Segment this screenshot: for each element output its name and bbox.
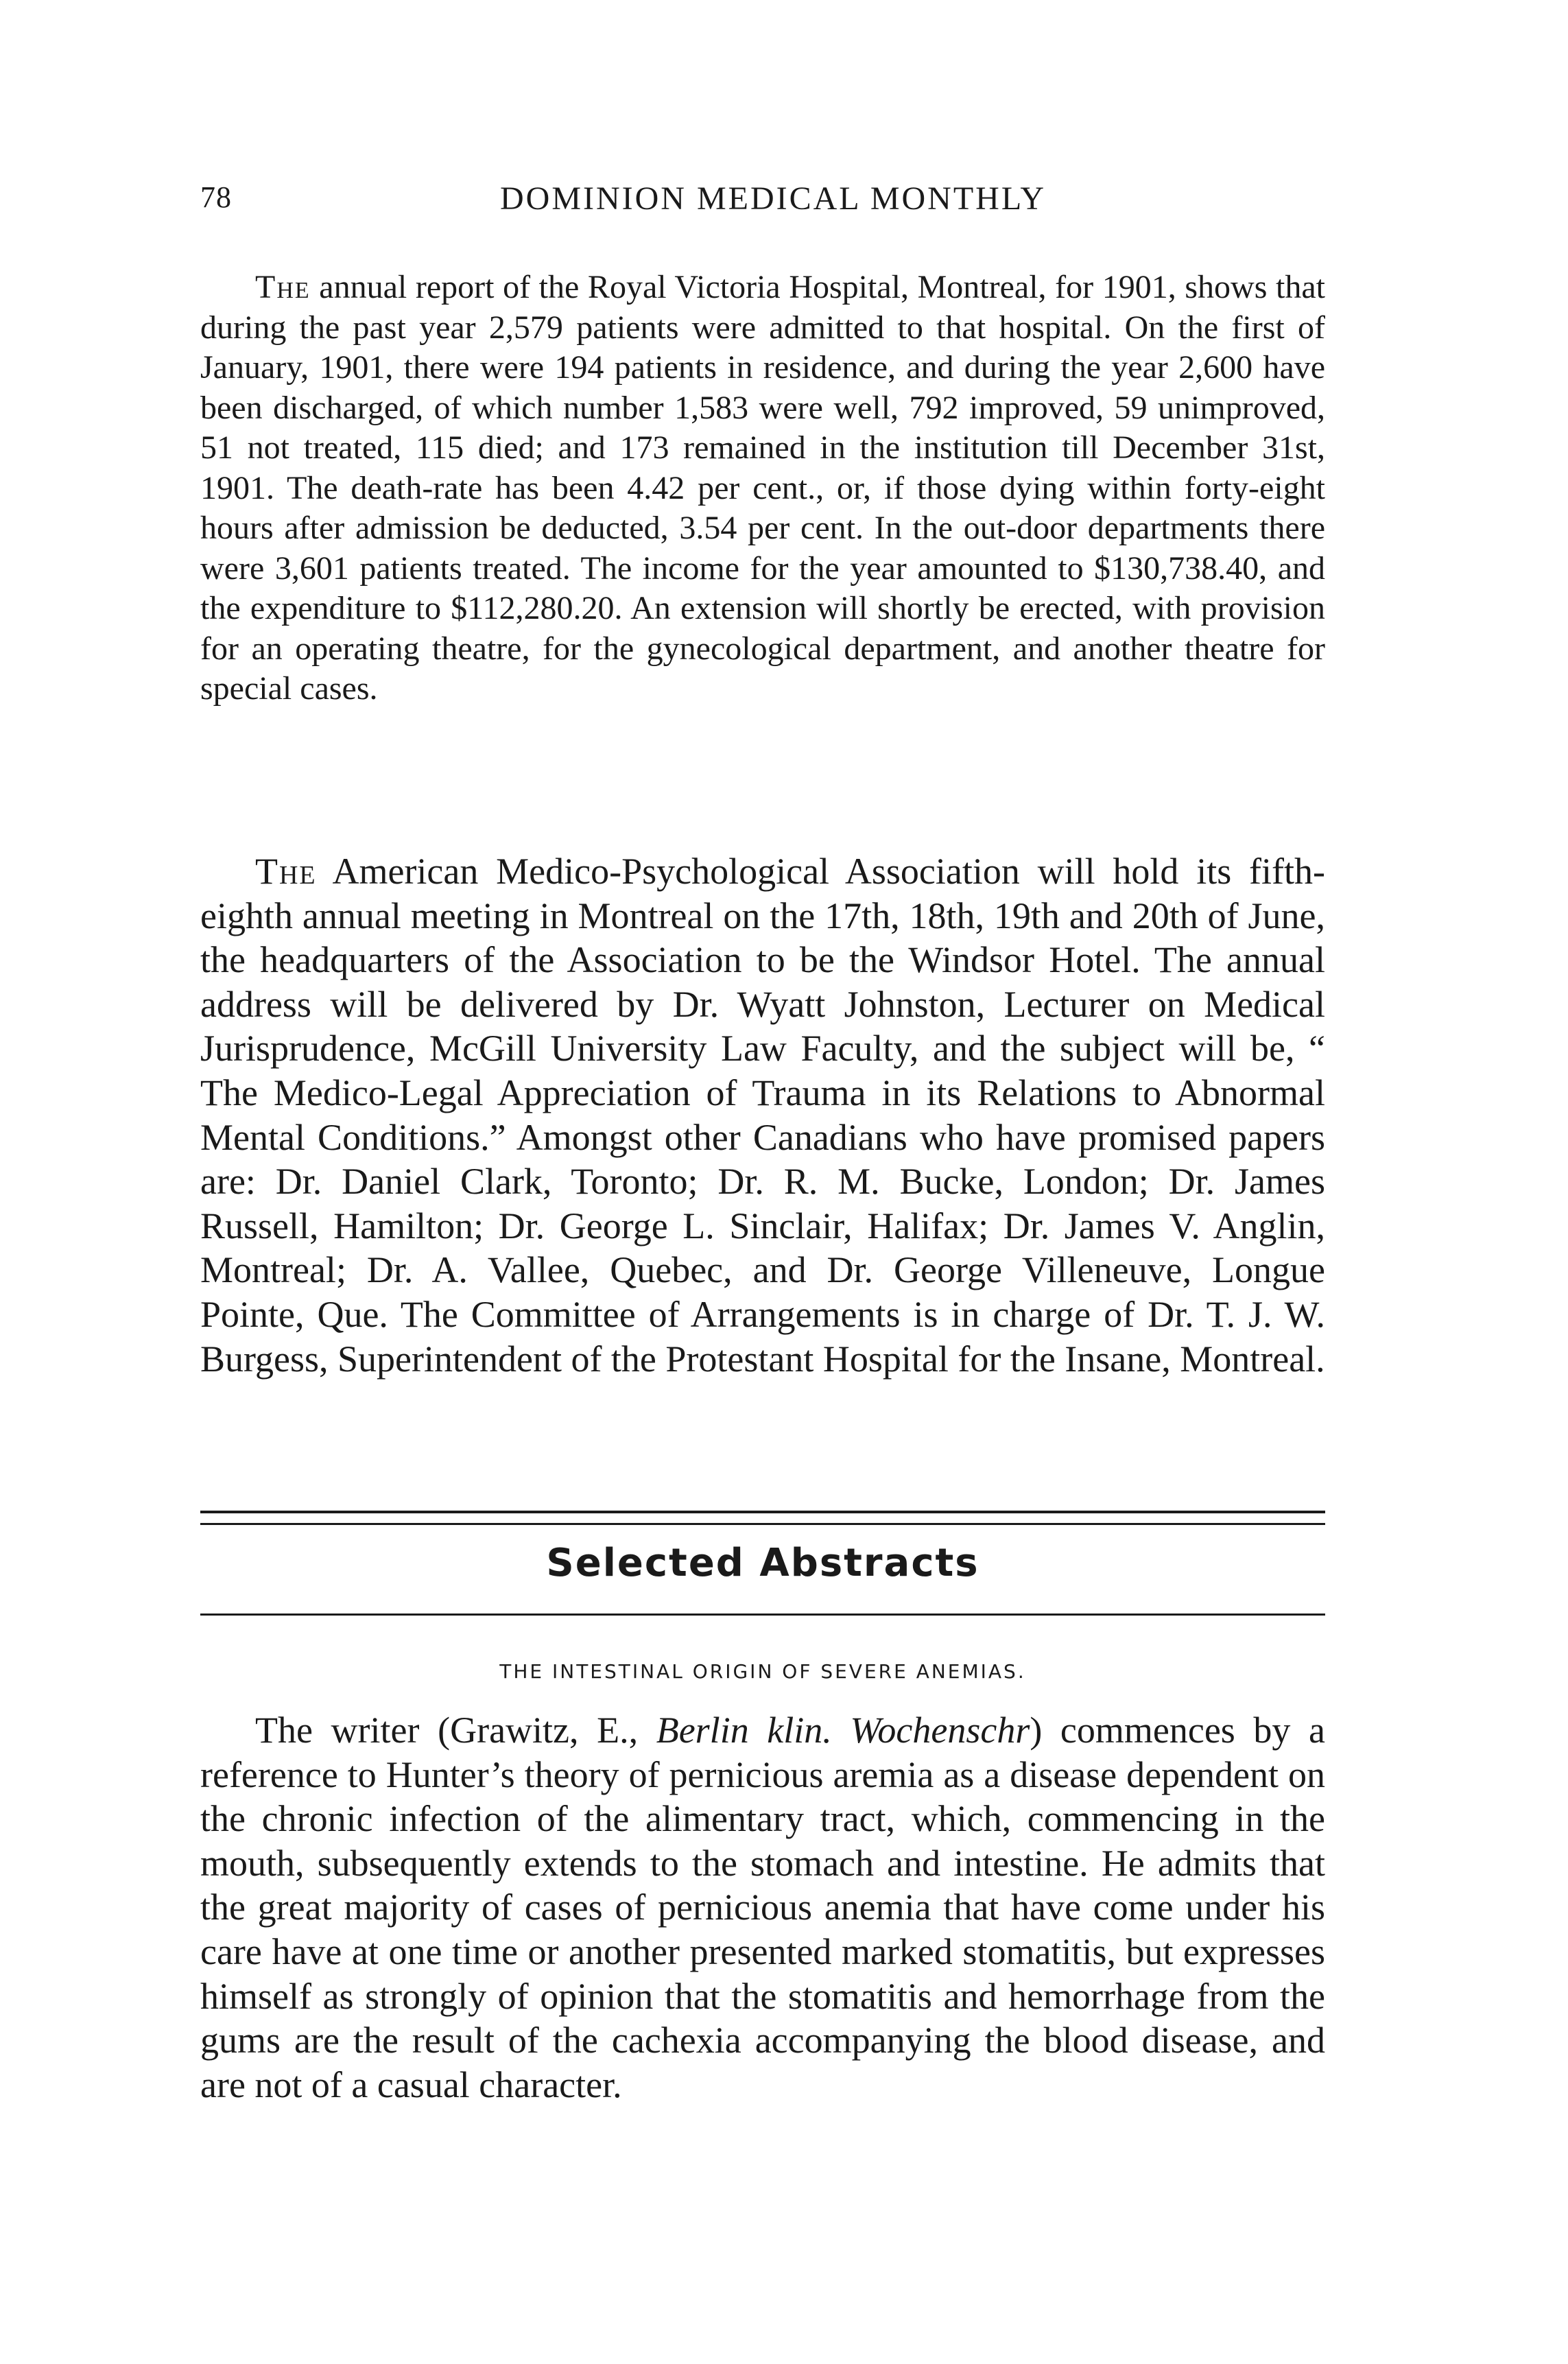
section-heading: Selected Abstracts — [546, 1541, 979, 1585]
paragraph-royal-victoria-report — [200, 268, 1325, 709]
paragraph-lead-word: The — [255, 851, 317, 892]
double-rule-divider — [200, 1511, 1325, 1525]
paragraph-lead-word: The — [255, 269, 311, 305]
abstract-text-rest: ) commences by a reference to Hunter’s theory of pernicious aremia as a disease dependent on the chronic infection of the alimentary tract, which, commencing in the mouth, subsequently extends to the stomach and intestine. He admits that the great majority of cases of pernicious anemia that have come under his care have at one time or another presented marked stomatitis, but expresses himself as strongly of opinion that the stomatitis and hemorrhage from the gums are the result of the cachexia accompanying the blood disease, and are not of a casual character. — [200, 1710, 1326, 2105]
article-title: THE INTESTINAL ORIGIN OF SEVERE ANEMIAS. — [499, 1660, 1026, 1683]
page-header — [200, 180, 1325, 228]
running-title: DOMINION MEDICAL MONTHLY — [499, 180, 1046, 217]
paragraph-abstract-body — [200, 1708, 1325, 2107]
abstract-text-start: The writer (Grawitz, E., — [255, 1710, 656, 1751]
single-rule-divider — [200, 1614, 1325, 1616]
journal-citation: Berlin klin. Wochenschr — [656, 1710, 1030, 1751]
paragraph-text: annual report of the Royal Victoria Hospital, Montreal, for 1901, shows that during the past year 2,579 patients were admitted to that hospital. On the first of January, 1901, there were 194 patients in residence, and during the year 2,600 have been discharged, of which number 1,583 were well, 792 improved, 59 unimproved, 51 not treated, 115 died; and 173 remained in the institution till December 31st, 1901. The death-rate has been 4.42 per cent., or, if those dying within forty-eight hours after admission be deducted, 3.54 per cent. In the out-door departments there were 3,601 patients treated. The income for the year amounted to $130,738.40, and the expenditure to $112,280.20. An extension will shortly be erected, with provision for an operating theatre, for the gynecological department, and another theatre for special cases. — [200, 269, 1325, 707]
page-number: 78 — [200, 180, 232, 214]
paragraph-medico-psychological-meeting — [200, 849, 1325, 1381]
paragraph-text: American Medico-Psychological Association will hold its fifth-eighth annual meeting in Montreal on the 17th, 18th, 19th and 20th of June, the headquarters of the Association to be the Windsor Hotel. The annual address will be delivered by Dr. Wyatt Johnston, Lecturer on Medical Jurisprudence, McGill University Law Faculty, and the subject will be, “ The Medico-Legal Appreciation of Trauma in its Relations to Abnormal Mental Conditions.” Amongst other Canadians who have promised papers are: Dr. Daniel Clark, Toronto; Dr. R. M. Bucke, London; Dr. James Russell, Hamilton; Dr. George L. Sinclair, Halifax; Dr. James V. Anglin, Montreal; Dr. A. Vallee, Quebec, and Dr. George Villeneuve, Longue Pointe, Que. The Committee of Arrangements is in charge of Dr. T. J. W. Burgess, Superintendent of the Protestant Hospital for the Insane, Montreal. — [200, 851, 1325, 1380]
